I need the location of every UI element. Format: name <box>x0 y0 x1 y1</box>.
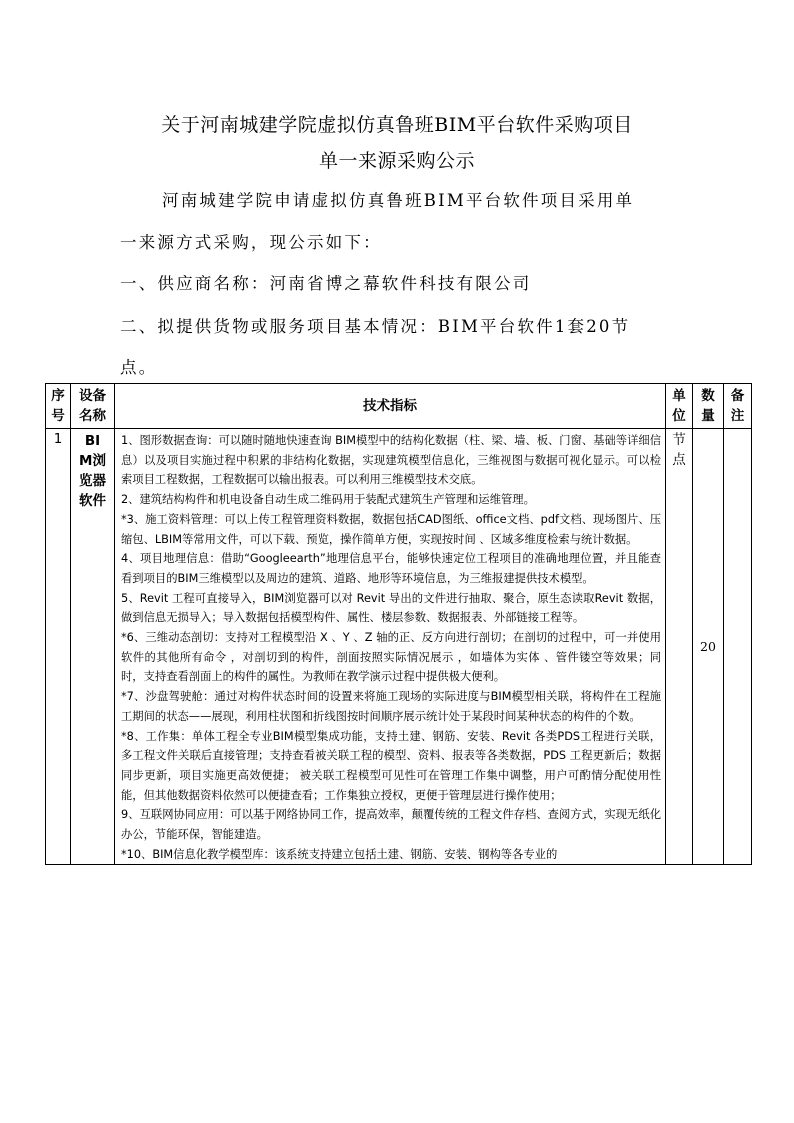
row-remark <box>724 429 752 865</box>
header-name: 设备名称 <box>71 384 115 429</box>
row-device-name: BIM浏览器软件 <box>71 429 115 865</box>
spec-item: *10、BIM信息化教学模型库：该系统支持建立包括土建、钢筋、安装、钢构等各专业的 <box>121 847 558 861</box>
spec-item: 4、项目地理信息：借助“Googleearth”地理信息平台，能够快速定位工程项目的准确地理位置，并且能查看到项目的BIM三维模型以及周边的建筑、道路、地形等环境信息，为三维报建提供技术模型。 <box>121 552 661 585</box>
table-row <box>46 429 752 865</box>
supplier-name-line: 一、供应商名称：河南省博之幕软件科技有限公司 <box>120 274 532 293</box>
goods-services-line2: 点。 <box>120 358 158 377</box>
spec-item: 2、建筑结构构件和机电设备自动生成二维码用于装配式建筑生产管理和运维管理。 <box>121 493 535 507</box>
header-index: 序号 <box>46 384 71 429</box>
spec-item: 5、Revit 工程可直接导入，BIM浏览器可以对 Revit 导出的文件进行抽取、聚合，原生态读取Revit 数据，做到信息无损导入；导入数据包括模型构件、属性、楼层参数、数据报表、外部链接工程等。 <box>121 591 661 625</box>
row-technical-spec <box>115 429 666 865</box>
document-title: 关于河南城建学院虚拟仿真鲁班BIM平台软件采购项目 <box>161 114 633 136</box>
spec-item: *8、工作集：单体工程全专业BIM模型集成功能，支持土建、钢筋、安装、Revit 各类PDS工程进行关联，多工程文件关联后直接管理；支持查看被关联工程的模型、资料、报表等各类数据，PDS 工程更新后；数据同步更新，项目实施更高效便捷； 被关联工程模型可见性可在管理工作集中调整，用户可酌情分配使用性能，但其他数据资料依然可以便捷查看；工作集独立授权，更便于管理层进行操作使用； <box>121 729 661 802</box>
goods-services-line1: 二、拟提供货物或服务项目基本情况：BIM平台软件1套20节 <box>120 317 631 336</box>
intro-paragraph-line2: 一来源方式采购，现公示如下： <box>120 233 382 252</box>
table-header-row <box>46 384 752 429</box>
intro-paragraph-line1: 河南城建学院申请虚拟仿真鲁班BIM平台软件项目采用单 <box>162 191 635 210</box>
procurement-table <box>45 383 752 865</box>
header-remark: 备注 <box>724 384 752 429</box>
spec-item: 1、图形数据查询：可以随时随地快速查询 BIM模型中的结构化数据（柱、梁、墙、板、门窗、基础等详细信息）以及项目实施过程中积累的非结构化数据，实现建筑模型信息化，三维视图与数据可视化显示。可以检索项目工程数据，工程数据可以输出报表。可以利用三维模型技术交底。 <box>121 434 661 487</box>
spec-item: *7、沙盘驾驶舱：通过对构件状态时间的设置来将施工现场的实际进度与BIM模型相关联，将构件在工程施工期间的状态——展现，利用柱状图和折线图按时间顺序展示统计处于某段时间某种状态的构件的个数。 <box>121 690 661 723</box>
spec-item: 9、互联网协同应用：可以基于网络协同工作，提高效率，颠覆传统的工程文件存档、查阅方式，实现无纸化办公，节能环保，智能建造。 <box>121 808 661 842</box>
spec-item: *6、三维动态剖切：支持对工程模型沿 X 、Y 、Z 轴的正、反方向进行剖切；在剖切的过程中，可一并使用软件的其他所有命令 ，对剖切到的构件，剖面按照实际情况展示 ，如墙体为实体 、管件镂空等效果；同时，支持查看剖面上的构件的属性。为教师在教学演示过程中提供极大便利。 <box>121 631 661 684</box>
header-qty: 数量 <box>693 384 724 429</box>
row-quantity: 20 <box>693 429 724 865</box>
header-spec: 技术指标 <box>115 384 666 429</box>
row-index: 1 <box>46 429 71 865</box>
header-unit: 单位 <box>666 384 693 429</box>
spec-item: *3、施工资料管理：可以上传工程管理资料数据，数据包括CAD图纸、office文档、pdf文档、现场图片、压缩包、LBIM等常用文件，可以下载、预览，操作简单方便，实现按时间 、区域多维度检索与统计数据。 <box>121 512 661 546</box>
row-unit: 节点 <box>666 429 693 865</box>
document-subtitle: 单一来源采购公示 <box>318 150 475 172</box>
